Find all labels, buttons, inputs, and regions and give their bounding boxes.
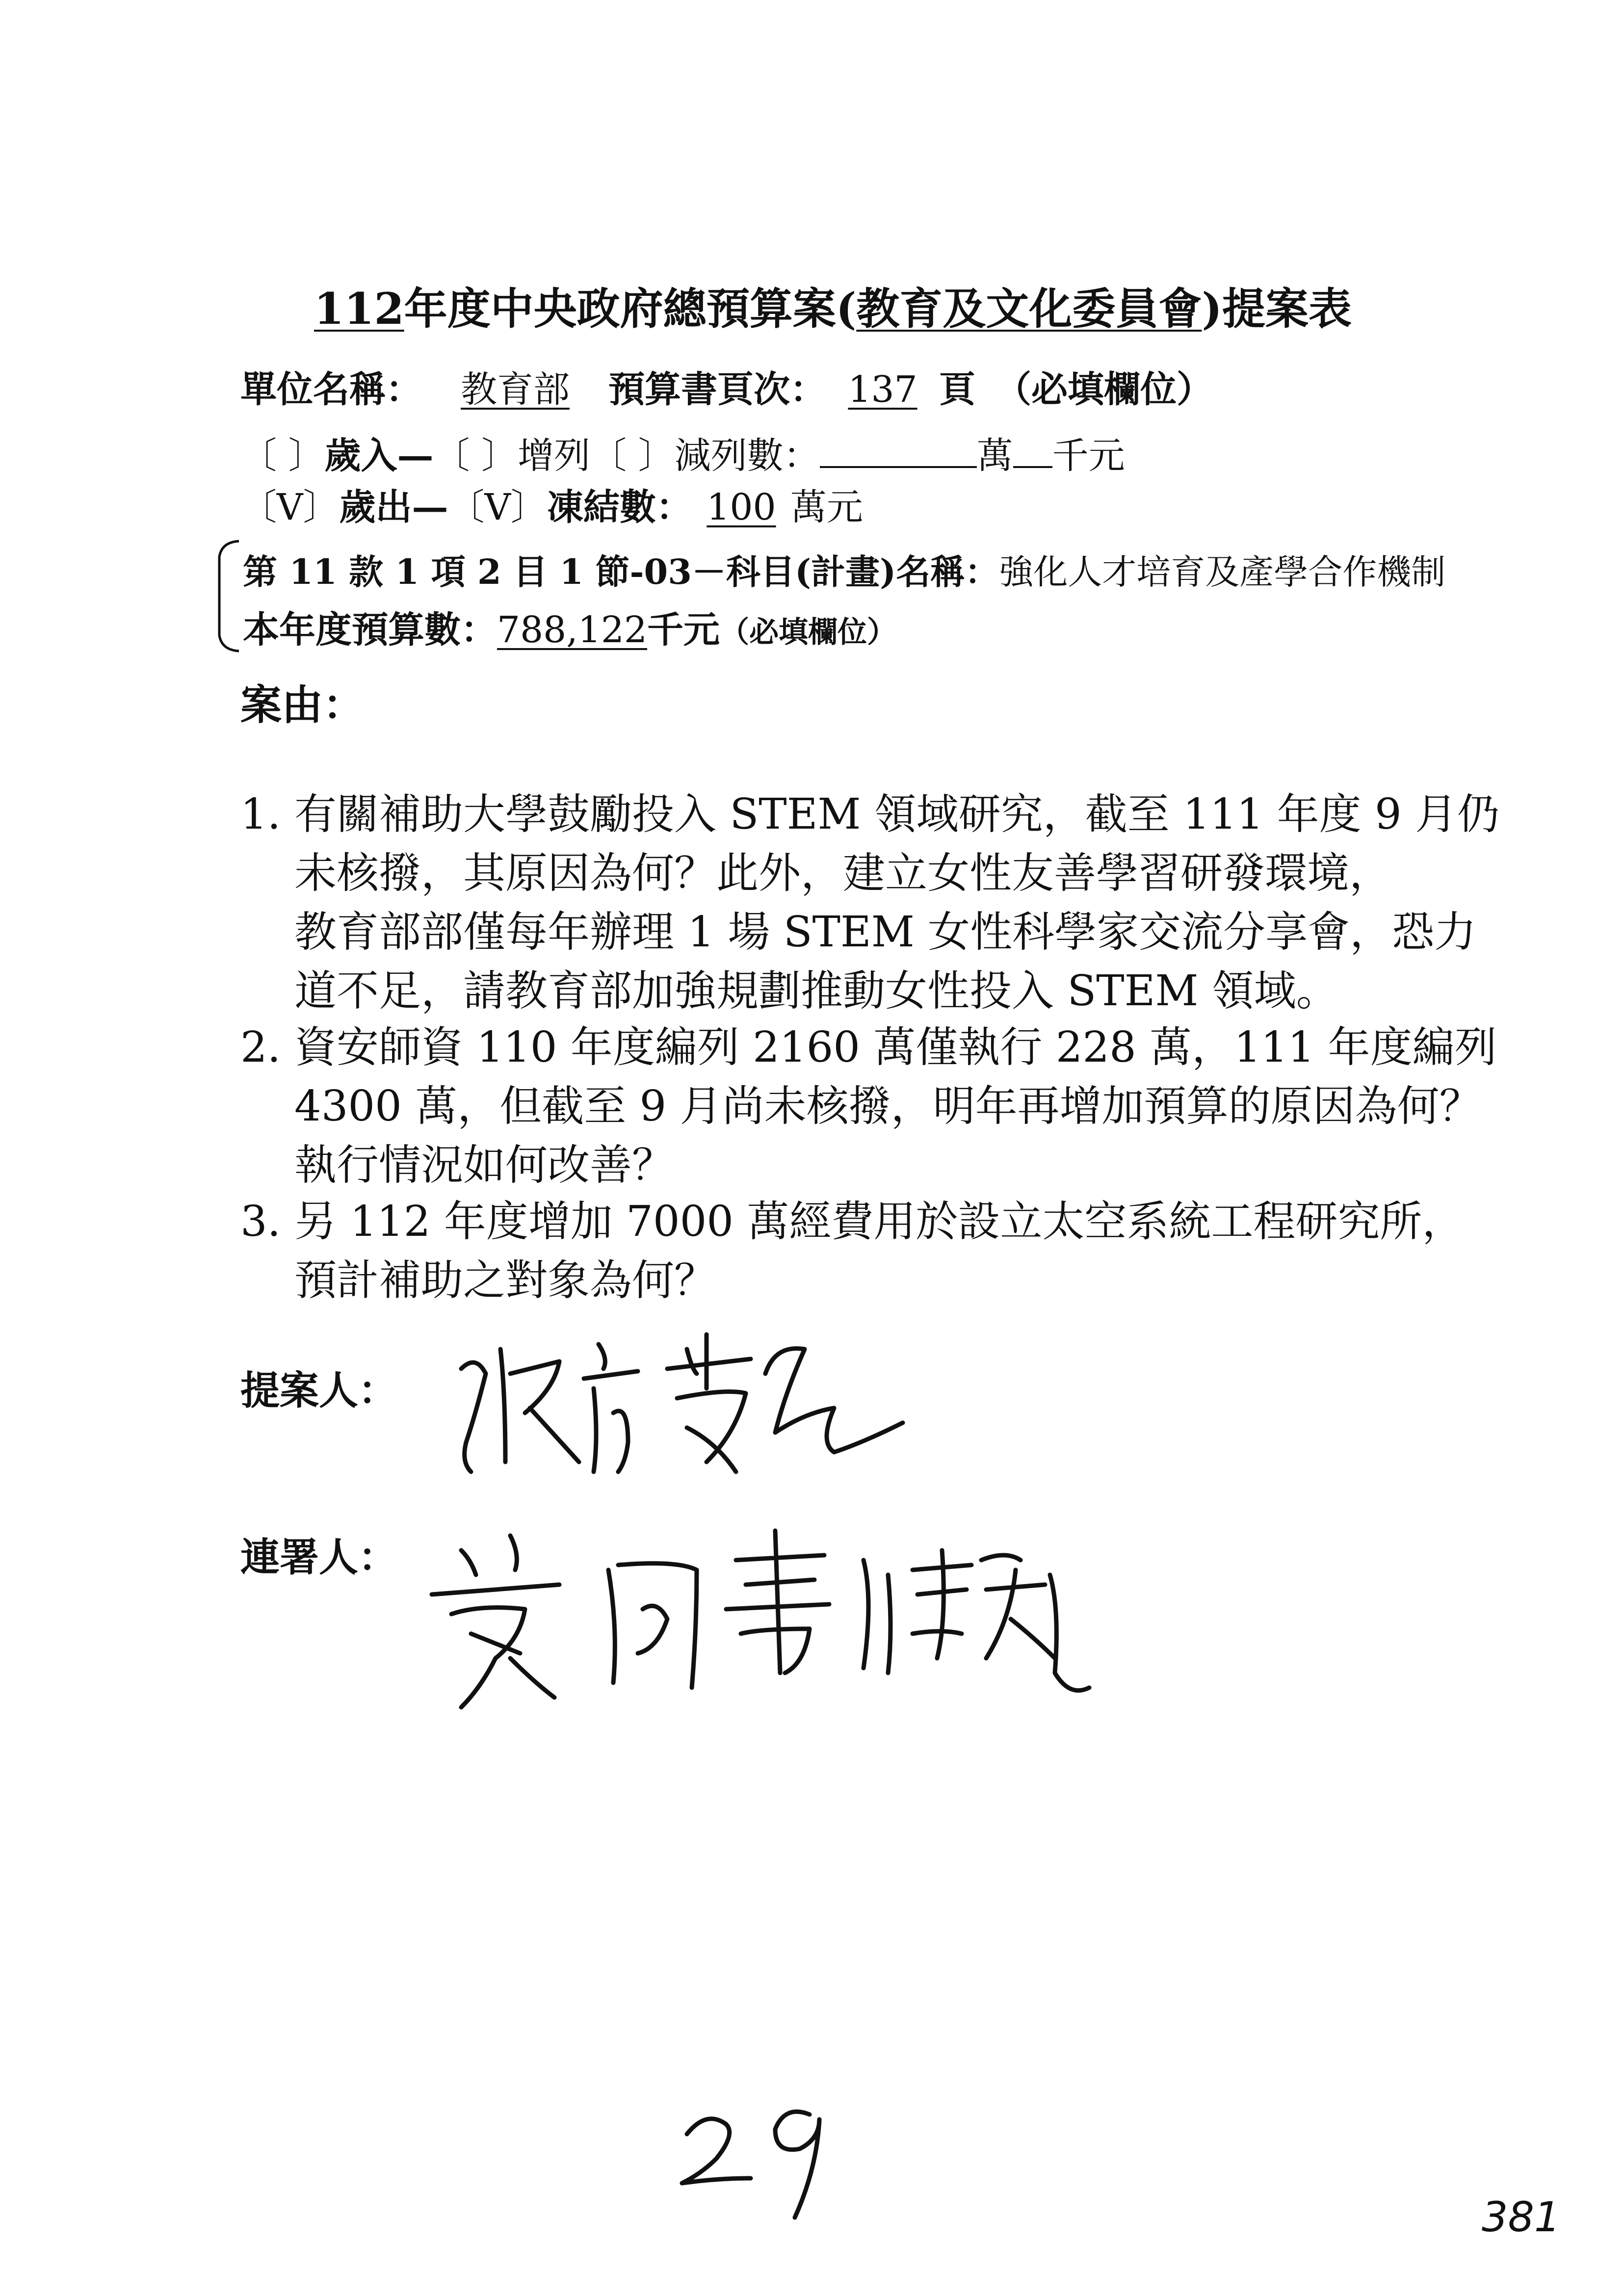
item-line: 資安師資 110 年度編列 2160 萬僅執行 228 萬，111 年度編列 (294, 1023, 1497, 1072)
reason-item-3 (240, 1192, 1464, 1310)
budget-label: 本年度預算數： (243, 609, 497, 651)
page-number: 381 (1482, 2193, 1561, 2241)
item-line: 有關補助大學鼓勵投入 STEM 領域研究，截至 111 年度 9 月仍 (294, 790, 1499, 839)
reason-item-2 (240, 1018, 1497, 1195)
subject-prefix: 第 11 款 1 項 2 目 1 節-03－科目(計畫)名稱： (243, 551, 999, 592)
subject-row (243, 545, 1445, 594)
unit-label: 單位名稱： (240, 368, 422, 411)
revenue-row (240, 427, 1125, 479)
thousand-blank (1013, 434, 1052, 468)
thousand-unit: 千元 (1052, 435, 1125, 477)
page-value: 137 (848, 368, 917, 411)
page-label: 預算書頁次： (608, 368, 826, 411)
freeze-unit: 萬元 (790, 486, 863, 528)
subject-name: 強化人才培育及產學合作機制 (999, 552, 1446, 592)
freeze-checkbox: 〔V〕 (448, 486, 547, 528)
title-year: 112 (314, 283, 404, 334)
reason-label: 案由： (240, 680, 365, 729)
wan-unit: 萬 (976, 435, 1013, 477)
cosigner-label: 連署人： (240, 1534, 397, 1580)
form-title (314, 275, 1352, 337)
decrease-checkbox: 〔 〕 (590, 435, 675, 477)
item-line: 預計補助之對象為何？ (294, 1256, 716, 1305)
increase-label: 增列 (518, 435, 591, 477)
budget-required: （必填欄位） (720, 615, 897, 650)
item-line: 4300 萬，但截至 9 月尚未核撥，明年再增加預算的原因為何？ (294, 1082, 1482, 1131)
expense-row (240, 478, 863, 530)
unit-value: 教育部 (461, 368, 570, 411)
proposer-signature (432, 1315, 1021, 1491)
budget-value: 788,122 (497, 609, 648, 651)
decrease-label: 減列數： (674, 435, 820, 477)
item-number: 1. (240, 790, 281, 839)
increase-checkbox: 〔 〕 (433, 435, 518, 477)
title-part1: 年度中央政府總預算案( (404, 283, 857, 334)
revenue-label: 歲入— (324, 435, 434, 477)
item-line: 教育部部僅每年辦理 1 場 STEM 女性科學家交流分享會，恐力 (294, 908, 1477, 957)
title-part2: )提案表 (1202, 283, 1352, 334)
expense-checkbox: 〔V〕 (240, 486, 340, 528)
cosigner-signature (422, 1511, 1256, 1727)
section-bracket (212, 537, 241, 655)
item-line: 道不足，請教育部加強規劃推動女性投入 STEM 領域。 (294, 966, 1338, 1016)
title-committee: 教育及文化委員會 (856, 283, 1202, 334)
proposer-label: 提案人： (240, 1367, 397, 1413)
reason-item-1 (240, 785, 1499, 1020)
required-note: （必填欄位） (995, 368, 1213, 411)
budget-unit: 千元 (647, 609, 720, 651)
page-unit: 頁 (939, 368, 975, 411)
item-line: 未核撥，其原因為何？此外，建立女性友善學習研發環境， (294, 849, 1391, 898)
decrease-amount-blank (820, 434, 977, 468)
unit-row (240, 361, 1213, 413)
budget-row (243, 601, 896, 653)
freeze-label: 凍結數： (547, 486, 692, 528)
item-number: 3. (240, 1197, 281, 1246)
expense-label: 歲出— (339, 486, 448, 528)
freeze-amount: 100 (707, 486, 776, 528)
item-number: 2. (240, 1023, 281, 1072)
handwritten-number (677, 2080, 854, 2227)
item-line: 執行情況如何改善？ (294, 1141, 674, 1190)
revenue-checkbox: 〔 〕 (240, 435, 325, 477)
item-line: 另 112 年度增加 7000 萬經費用於設立太空系統工程研究所， (294, 1197, 1465, 1246)
